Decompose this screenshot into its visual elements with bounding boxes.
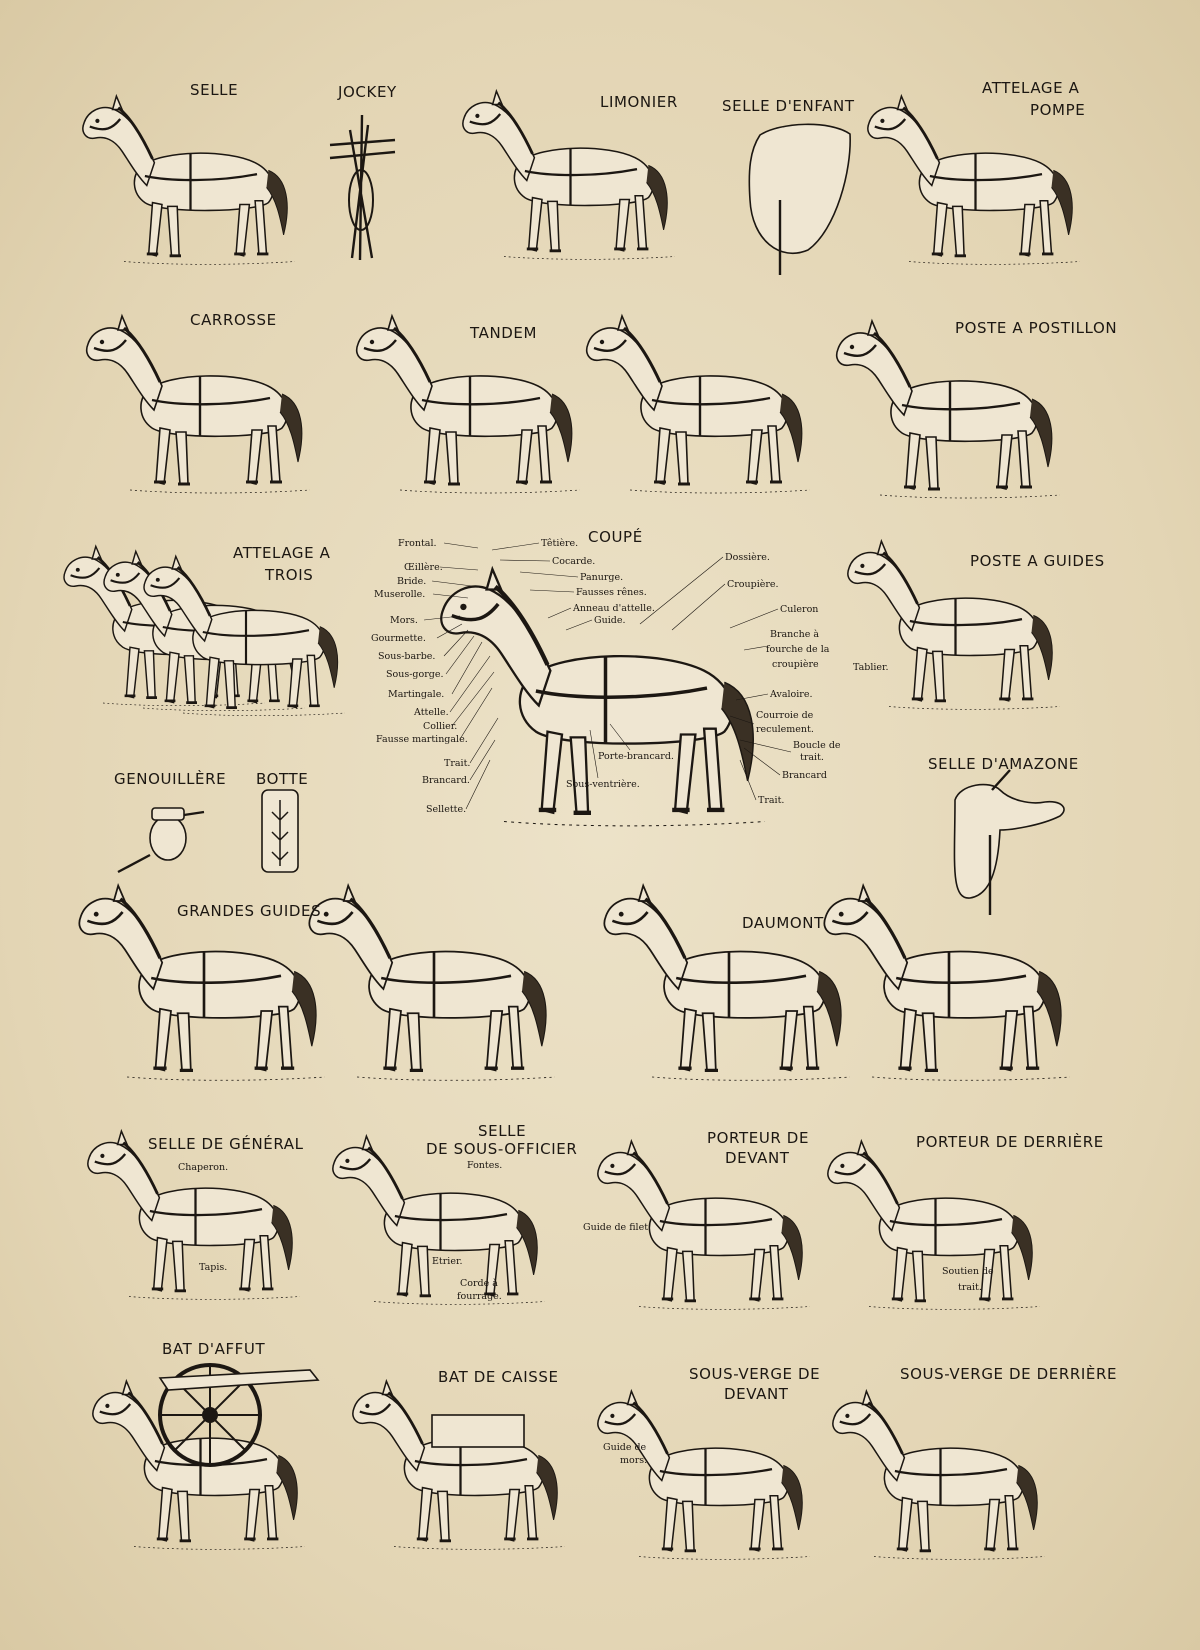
label-frontal: Frontal.	[398, 538, 437, 549]
horse-attelage-pompe	[868, 96, 1080, 264]
title-sous-verge-devant-2: DEVANT	[724, 1385, 789, 1403]
label-branche-3: croupière	[772, 659, 819, 670]
title-bat-affut: BAT D'AFFUT	[162, 1340, 266, 1358]
title-attelage-trois-2: TROIS	[265, 566, 314, 584]
label-martingale: Martingale.	[388, 689, 445, 700]
label-fontes: Fontes.	[467, 1160, 503, 1171]
label-trait-left: Trait.	[444, 758, 471, 769]
title-carrosse: CARROSSE	[190, 311, 277, 329]
horse-porteur-derriere	[828, 1141, 1040, 1309]
title-limonier: LIMONIER	[600, 93, 678, 111]
label-muserolle: Muserolle.	[374, 589, 426, 600]
label-corde-2: fourrage.	[457, 1291, 502, 1302]
label-mors: Mors.	[390, 615, 418, 626]
label-avaloire: Avaloire.	[770, 689, 813, 700]
title-selle-enfant: SELLE D'ENFANT	[722, 97, 855, 115]
title-poste-guides: POSTE A GUIDES	[970, 552, 1105, 570]
title-selle-sous-officier-2: DE SOUS-OFFICIER	[426, 1140, 578, 1158]
knee-boot-illustration	[118, 808, 204, 872]
label-soutien-1: Soutien de	[942, 1266, 994, 1277]
label-panurge: Panurge.	[580, 572, 624, 583]
label-cocarde: Cocarde.	[552, 556, 596, 567]
title-attelage-pompe-1: ATTELAGE A	[982, 79, 1080, 97]
label-boucle-2: trait.	[800, 752, 824, 763]
title-selle-sous-officier-1: SELLE	[478, 1122, 527, 1140]
label-corde-1: Corde à	[460, 1278, 498, 1289]
label-guide-mors-1: Guide de	[603, 1442, 647, 1453]
horse-bat-caisse	[353, 1381, 565, 1549]
horse-selle	[83, 96, 295, 264]
label-collier: Collier.	[423, 721, 458, 732]
label-brancard-right: Brancard	[782, 770, 827, 781]
label-sellette: Sellette.	[426, 804, 467, 815]
title-daumont: DAUMONT	[742, 914, 824, 932]
child-saddle-illustration	[749, 124, 850, 275]
label-croupiere: Croupière.	[727, 579, 779, 590]
title-botte: BOTTE	[256, 770, 309, 788]
horse-tandem-front	[357, 316, 580, 493]
horse-poste-postillon	[837, 321, 1060, 498]
label-brancard-left: Brancard.	[422, 775, 470, 786]
label-bride: Bride.	[397, 576, 427, 587]
title-porteur-devant-1: PORTEUR DE	[707, 1129, 810, 1147]
label-branche-2: fourche de la	[766, 644, 830, 655]
title-poste-postillon: POSTE A POSTILLON	[955, 319, 1118, 337]
label-courroie-1: Courroie de	[756, 710, 814, 721]
jockey-tack-illustration	[330, 115, 395, 260]
label-boucle-1: Boucle de	[793, 740, 841, 751]
horse-carrosse	[87, 316, 310, 493]
label-chaperon: Chaperon.	[178, 1162, 229, 1173]
label-anneau-attelle: Anneau d'attelle.	[573, 603, 655, 614]
label-etrier: Etrier.	[432, 1256, 463, 1267]
horse-grandes-guides-rear	[309, 886, 555, 1081]
horse-daumont-rear	[824, 886, 1070, 1081]
pack-box	[432, 1415, 524, 1447]
side-saddle-illustration	[954, 770, 1064, 915]
title-sous-verge-devant-1: SOUS-VERGE DE	[689, 1365, 821, 1383]
label-trait-right: Trait.	[758, 795, 785, 806]
horse-sous-verge-derriere	[833, 1391, 1045, 1559]
label-courroie-2: reculement.	[756, 724, 814, 735]
title-attelage-trois-1: ATTELAGE A	[233, 544, 331, 562]
horse-limonier	[463, 91, 675, 259]
label-sous-gorge: Sous-gorge.	[386, 669, 444, 680]
horse-sous-verge-devant	[598, 1391, 810, 1559]
title-grandes-guides: GRANDES GUIDES	[177, 902, 322, 920]
boot-illustration	[262, 790, 298, 872]
label-gourmette: Gourmette.	[371, 633, 426, 644]
label-oeillere: Œillère.	[404, 562, 443, 573]
label-tapis: Tapis.	[199, 1262, 228, 1273]
label-porte-brancard: Porte-brancard.	[598, 751, 674, 762]
horse-selle-general	[88, 1131, 300, 1299]
label-attelle: Attelle.	[414, 707, 449, 718]
title-tandem: TANDEM	[470, 324, 538, 342]
label-sous-ventriere: Sous-ventrière.	[566, 779, 640, 790]
label-sous-barbe: Sous-barbe.	[378, 651, 436, 662]
horse-tandem-rear	[587, 316, 810, 493]
title-selle-general: SELLE DE GÉNÉRAL	[148, 1135, 304, 1153]
title-sous-verge-derriere: SOUS-VERGE DE DERRIÈRE	[900, 1365, 1118, 1383]
coupe-labels-left	[371, 538, 498, 815]
title-porteur-derriere: PORTEUR DE DERRIÈRE	[916, 1133, 1104, 1151]
title-genouillere: GENOUILLÈRE	[114, 770, 227, 788]
label-soutien-2: trait.	[958, 1282, 982, 1293]
title-coupe: COUPÉ	[588, 528, 643, 546]
title-attelage-pompe-2: POMPE	[1030, 101, 1086, 119]
title-selle-amazone: SELLE D'AMAZONE	[928, 755, 1079, 773]
label-culeron: Culeron	[780, 604, 819, 615]
horse-selle-sous-officier	[333, 1136, 545, 1304]
label-tetiere: Têtière.	[541, 538, 579, 549]
label-tablier: Tablier.	[853, 662, 889, 673]
label-fausse-martingale: Fausse martingale.	[376, 734, 468, 745]
title-bat-caisse: BAT DE CAISSE	[438, 1368, 559, 1386]
label-guide-filet: Guide de filet.	[583, 1222, 652, 1233]
label-dossiere: Dossière.	[725, 552, 770, 563]
label-branche-1: Branche à	[770, 629, 820, 640]
title-selle: SELLE	[190, 81, 239, 99]
title-porteur-devant-2: DEVANT	[725, 1149, 790, 1167]
label-guide-mors-2: mors.	[620, 1455, 648, 1466]
label-fausses-renes: Fausses rênes.	[576, 587, 647, 598]
label-guide: Guide.	[594, 615, 626, 626]
title-jockey: JOCKEY	[338, 83, 397, 101]
